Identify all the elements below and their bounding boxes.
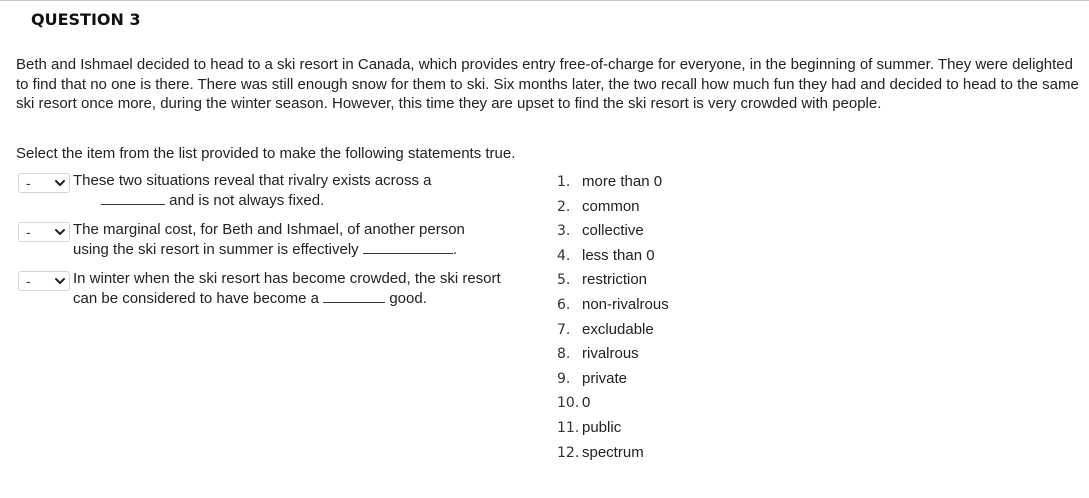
option-number: 11. [557,419,580,436]
option-label: rivalrous [582,345,639,363]
option-item [557,418,669,443]
option-item [557,443,669,468]
chevron-down-icon [54,177,66,189]
statement-1-line1: These two situations reveal that rivalry exists across a [73,172,432,189]
option-number: 3. [557,223,571,240]
option-number: 9. [557,370,571,387]
option-label: spectrum [582,443,644,461]
option-number: 10. [557,395,580,412]
option-item [557,369,669,394]
statement-1-dropdown[interactable] [18,173,70,193]
statement-2-line2: using the ski resort in summer is effectively . [73,240,457,258]
dropdown-selected-value: - [26,224,31,240]
option-label: public [582,418,622,436]
question-instruction: Select the item from the list provided to make the following statements true. [16,145,516,162]
dropdown-selected-value: - [26,175,31,191]
option-number: 8. [557,346,571,363]
option-label: less than 0 [582,246,655,264]
option-item [557,393,669,418]
option-item [557,344,669,369]
statement-2-dropdown[interactable] [18,222,70,242]
statement-1-line2: and is not always fixed. [73,191,543,211]
top-divider [0,0,1089,1]
option-item [557,295,669,320]
option-number: 12. [557,444,580,461]
statement-3-line1: In winter when the ski resort has become crowded, the ski resort [73,270,501,287]
option-number: 2. [557,198,571,215]
option-label: collective [582,222,644,240]
option-label: non-rivalrous [582,295,669,313]
option-item [557,172,669,197]
option-item [557,197,669,222]
answer-options-list [557,172,669,467]
option-number: 4. [557,247,571,264]
question-title: QUESTION 3 [31,10,141,29]
statement-3-text [73,269,543,308]
option-item [557,320,669,345]
statement-1-text [73,171,543,210]
statement-2-line1: The marginal cost, for Beth and Ishmael, of another person [73,221,465,238]
option-number: 6. [557,296,571,313]
option-number: 1. [557,174,571,190]
chevron-down-icon [54,226,66,238]
answer-blank [101,191,165,205]
option-label: more than 0 [582,173,663,190]
chevron-down-icon [54,275,66,287]
option-item [557,270,669,295]
statement-3-line2: can be considered to have become a good. [73,289,427,307]
statement-3-dropdown[interactable] [18,271,70,291]
answer-blank [363,240,453,254]
dropdown-selected-value: - [26,273,31,289]
option-label: 0 [582,394,591,412]
option-label: common [582,197,640,215]
statement-2-text [73,220,543,259]
option-item [557,221,669,246]
option-label: private [582,369,628,387]
answer-blank [323,289,385,303]
option-number: 5. [557,272,571,289]
option-item [557,246,669,271]
question-passage: Beth and Ishmael decided to head to a ski resort in Canada, which provides entry free-of-charge for everyone, in the beginning of summer. They were delighted to find that no one is there. There was still enough snow for them to ski. Six months later, the two recall how much fun they had and decided to head to the same ski resort once more, during the winter season. However, this time they are upset to find the ski resort is very crowded with people. [16,56,1079,112]
option-number: 7. [557,321,571,338]
option-label: restriction [582,271,648,289]
option-label: excludable [582,320,654,338]
